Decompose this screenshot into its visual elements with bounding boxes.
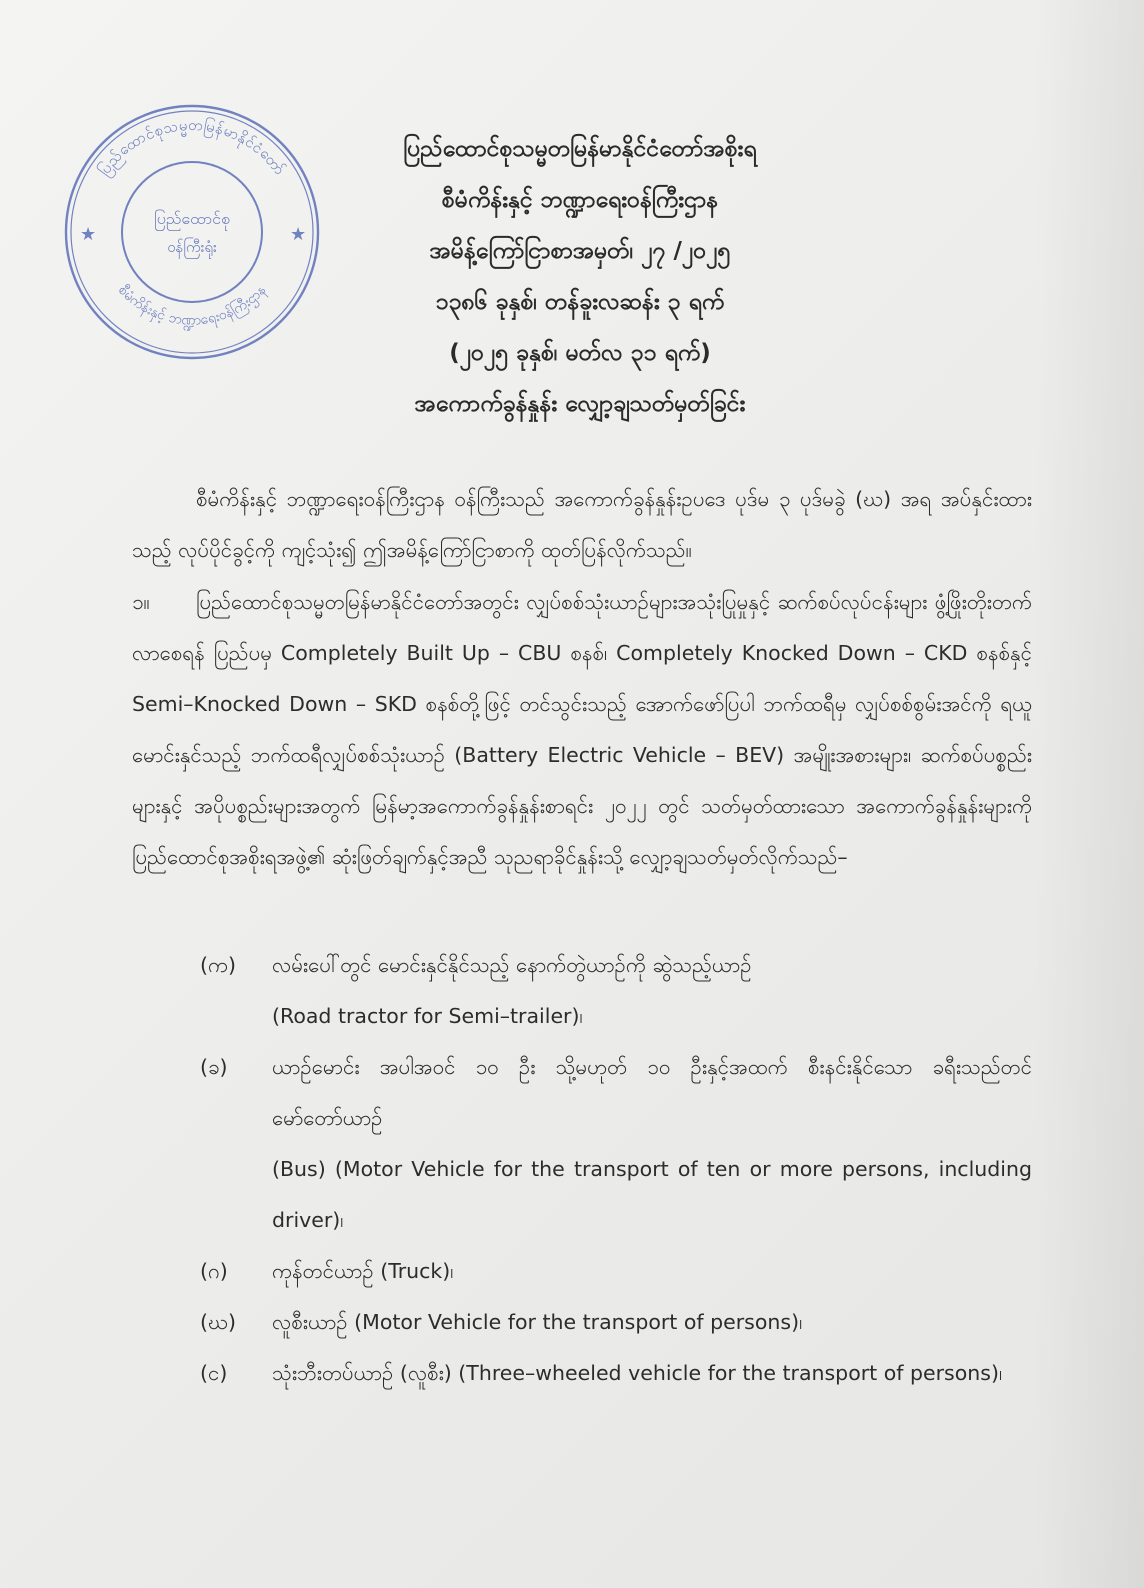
seal-center-line2: ဝန်ကြီးရုံး [167,238,217,256]
list-item [200,1348,1032,1399]
seal-ring-bottom-text: စီမံကိန်းနှင့် ဘဏ္ဍာရေးဝန်ကြီးဌာန [114,282,270,329]
paragraph-1-number: ၁။ [132,590,150,614]
list-item-mark: (ခ) [200,1055,228,1079]
paragraph-1-text: ပြည်ထောင်စုသမ္မတမြန်မာနိုင်ငံတော်အတွင်း လျှပ်စစ်သုံးယာဉ်များအသုံးပြုမှုနှင့် ဆက်စပ်လုပ်ငန်းများ ဖွံ့ဖြိုးတိုးတက်လာစေရန် ပြည်ပမှ Completely Built Up – CBU စနစ်၊ Completely Knocked Down – CKD စနစ်နှင့် Semi–Knocked Down – SKD စနစ်တို့ဖြင့် တင်သွင်းသည့် အောက်ဖော်ပြပါ ဘက်ထရီမှ လျှပ်စစ်စွမ်းအင်ကို ရယူမောင်းနှင်သည့် ဘက်ထရီလျှပ်စစ်သုံးယာဉ် (Battery Electric Vehicle – BEV) အမျိုးအစားများ၊ ဆက်စပ်ပစ္စည်းများနှင့် အပိုပစ္စည်းများအတွက် မြန်မာ့အကောက်ခွန်နှုန်းစာရင်း ၂၀၂၂ တွင် သတ်မှတ်ထားသော အကောက်ခွန်နှုန်းများကို ပြည်ထောင်စုအစိုးရအဖွဲ့၏ ဆုံးဖြတ်ချက်နှင့်အညီ သုညရာခိုင်နှုန်းသို့ လျှော့ချသတ်မှတ်လိုက်သည်– [132,590,1032,869]
svg-text:စီမံကိန်းနှင့် ဘဏ္ဍာရေးဝန်ကြီး [115,282,271,330]
document-header [300,124,860,430]
list-item [200,1042,1032,1246]
list-item [200,1246,1032,1297]
list-item-english: (Road tractor for Semi–trailer)၊ [272,1004,583,1028]
list-item-mark: (င) [200,1361,228,1385]
seal-star-left-icon: ★ [80,224,97,245]
myanmar-date: ၁၃၈၆ ခုနှစ်၊ တန်ခူးလဆန်း ၃ ရက် [435,289,725,315]
list-item-text: သုံးဘီးတပ်ယာဉ် (လူစီး) (Three–wheeled vehicle for the transport of persons)၊ [272,1361,1003,1385]
ministry-title: စီမံကိန်းနှင့် ဘဏ္ဍာရေးဝန်ကြီးဌာန [441,187,719,213]
list-item [200,1297,1032,1348]
paragraph-1 [132,577,1032,883]
list-item-mark: (ဃ) [200,1310,236,1334]
government-title: ပြည်ထောင်စုသမ္မတမြန်မာနိုင်ငံတော်အစိုးရ [403,136,757,162]
vehicle-type-list [200,940,1032,1399]
notification-number: အမိန့်ကြော်ငြာစာအမှတ်၊ ၂၇ /၂၀၂၅ [429,238,731,264]
seal-star-right-icon: ★ [290,224,307,245]
list-item-text: လမ်းပေါ်တွင် မောင်းနှင်နိုင်သည့် နောက်တွဲယာဉ်ကို ဆွဲသည့်ယာဉ် [272,953,752,977]
list-item-english: (Bus) (Motor Vehicle for the transport of ten or more persons, including driver)၊ [272,1157,1032,1232]
ministry-seal-stamp [60,100,325,365]
seal-center-line1: ပြည်ထောင်စု [154,209,230,228]
list-item-text: ကုန်တင်ယာဉ် (Truck)၊ [272,1259,454,1283]
preamble-paragraph: စီမံကိန်းနှင့် ဘဏ္ဍာရေးဝန်ကြီးဌာန ဝန်ကြီးသည် အကောက်ခွန်နှုန်းဥပဒေ ပုဒ်မ ၃ ပုဒ်မခွဲ (ဃ) အရ အပ်နှင်းထားသည့် လုပ်ပိုင်ခွင့်ကို ကျင့်သုံး၍ ဤအမိန့်ကြော်ငြာစာကို ထုတ်ပြန်လိုက်သည်။ [132,487,1032,562]
list-item-text: လူစီးယာဉ် (Motor Vehicle for the transport of persons)၊ [272,1310,803,1334]
document-subject: အကောက်ခွန်နှုန်း လျှော့ချသတ်မှတ်ခြင်း [414,391,746,417]
list-item [200,940,1032,1042]
gregorian-date: (၂၀၂၅ ခုနှစ်၊ မတ်လ ၃၁ ရက်) [449,340,711,366]
list-item-mark: (က) [200,953,237,977]
page-edge-shadow [1034,0,1144,1588]
list-item-mark: (ဂ) [200,1259,228,1283]
list-item-text: ယာဉ်မောင်း အပါအဝင် ၁၀ ဦး သို့မဟုတ် ၁၀ ဦးနှင့်အထက် စီးနင်းနိုင်သော ခရီးသည်တင် မော်တော်ယာဉ် [272,1055,1032,1130]
seal-ring-top-text: ပြည်ထောင်စုသမ္မတမြန်မာနိုင်ငံတော် [94,115,290,180]
